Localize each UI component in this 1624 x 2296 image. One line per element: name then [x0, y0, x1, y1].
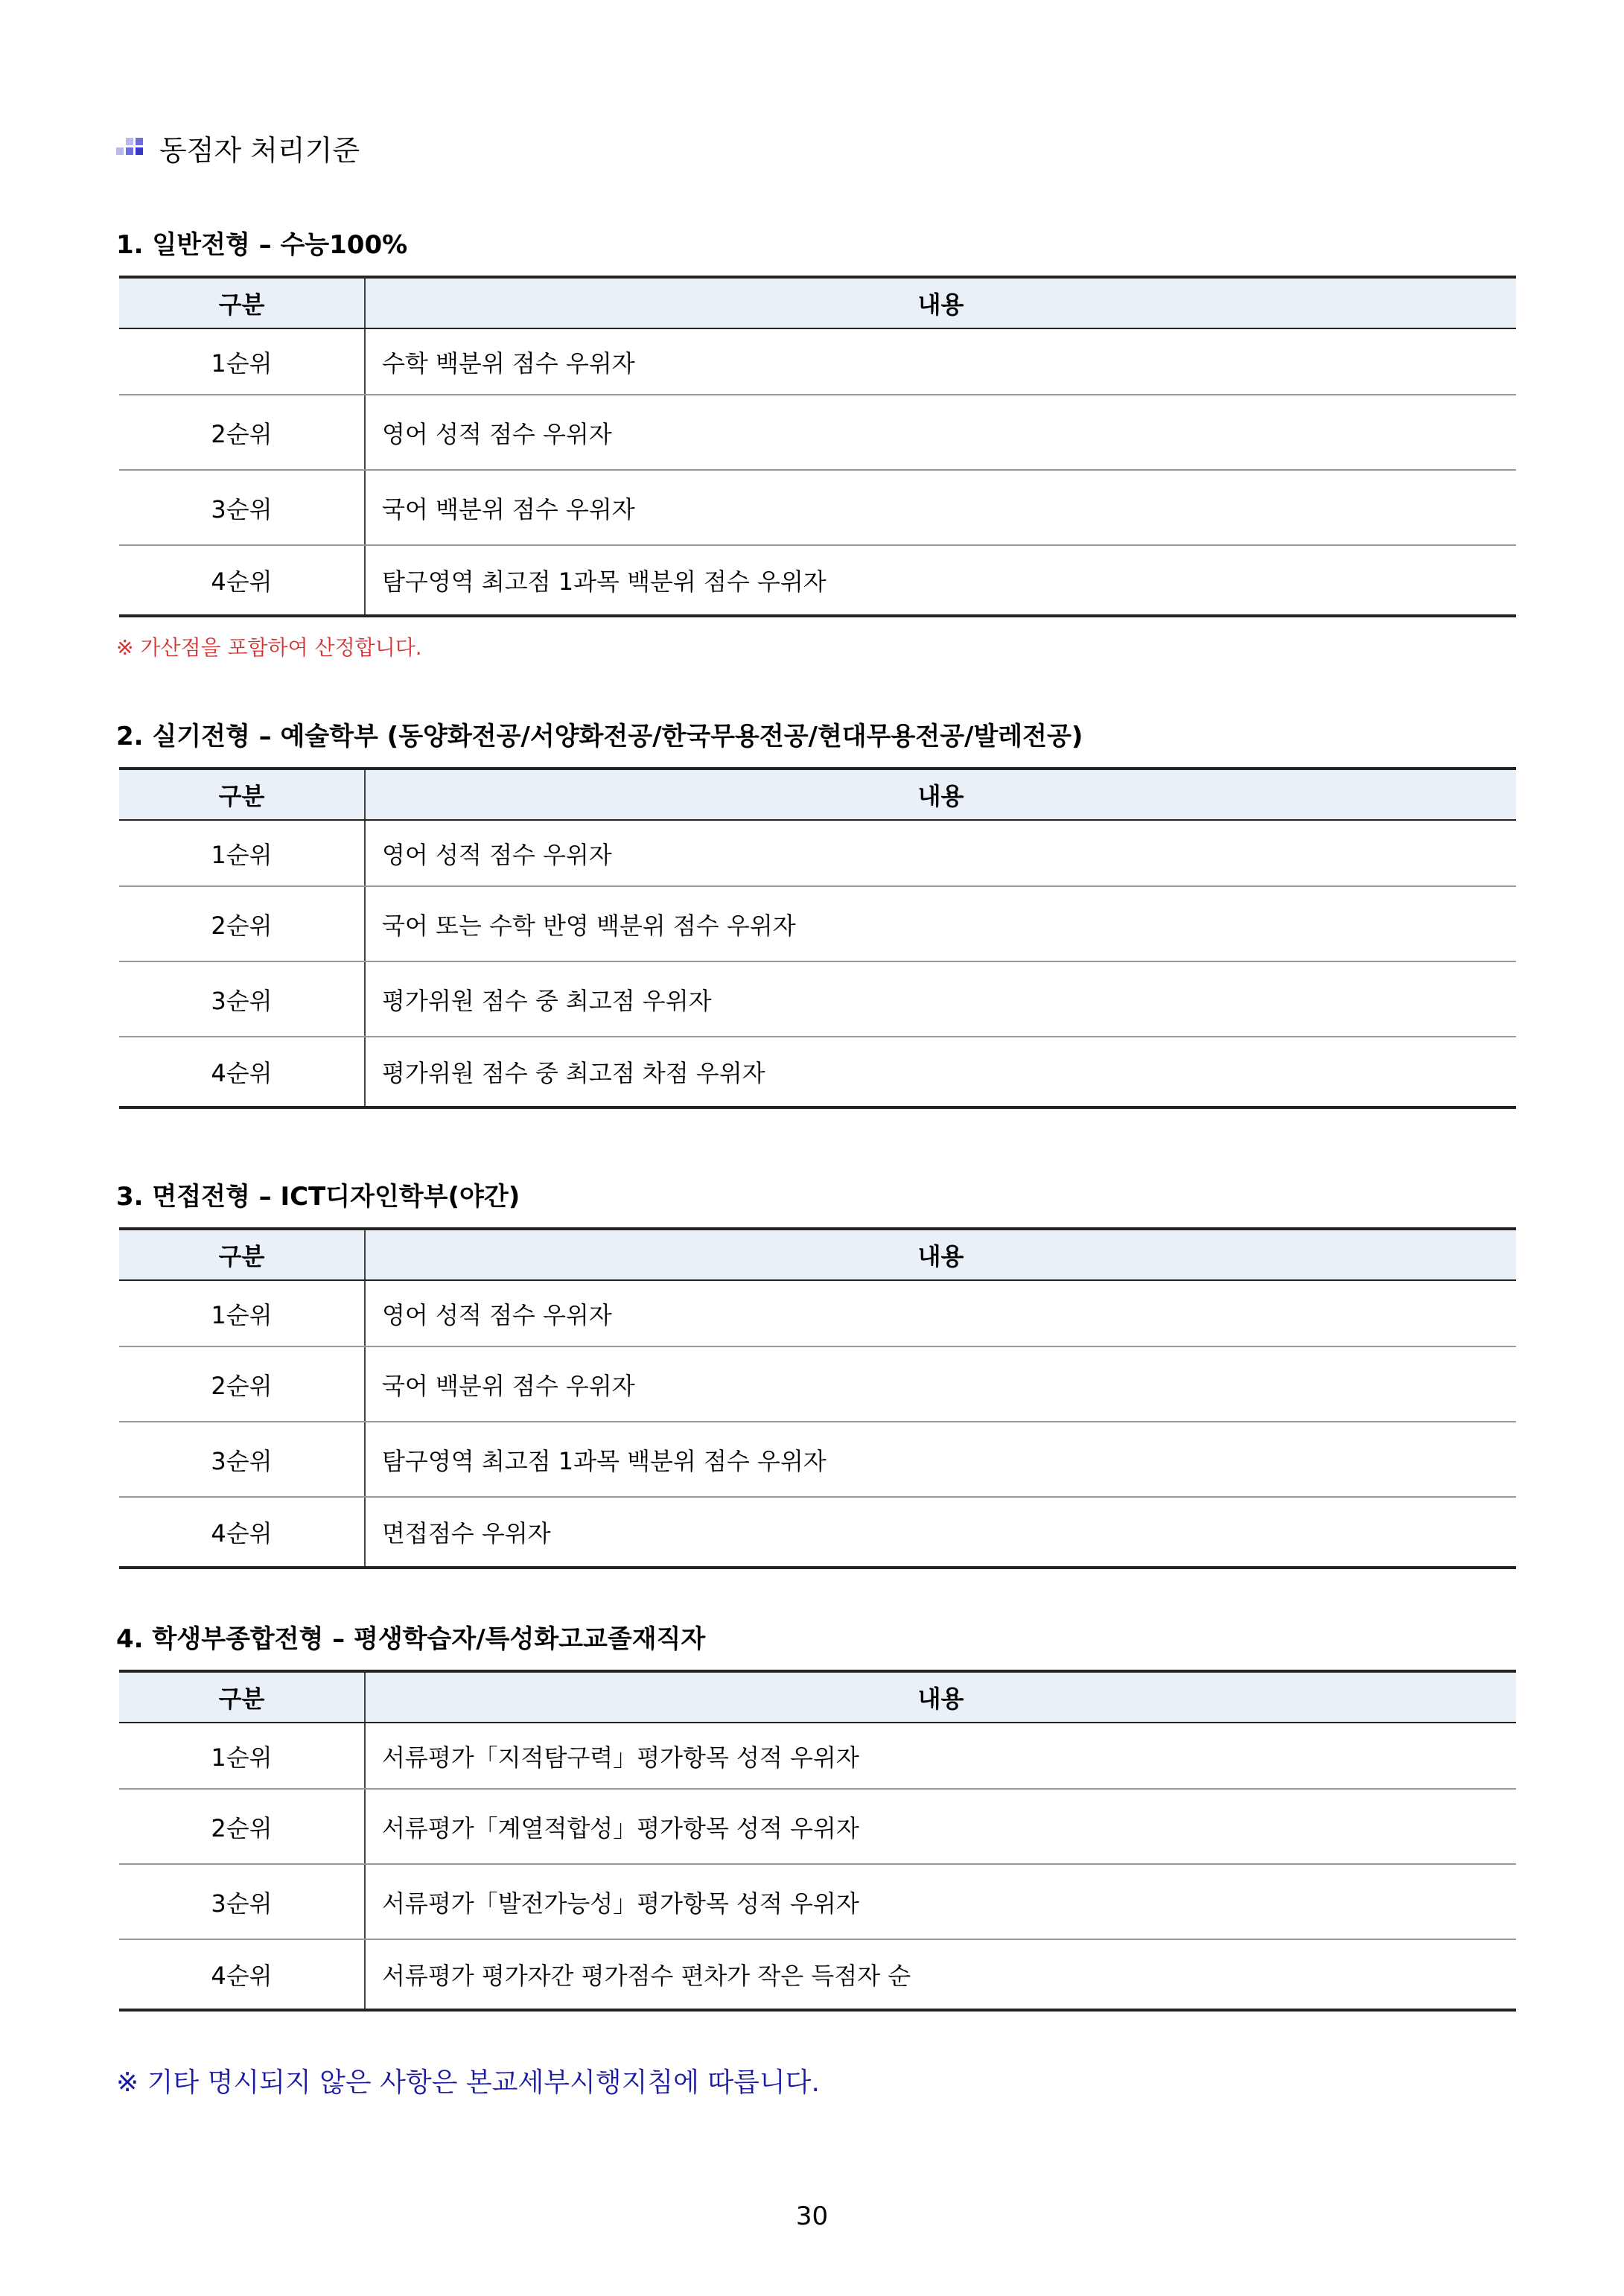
- content-cell: 탐구영역 최고점 1과목 백분위 점수 우위자: [365, 1422, 1516, 1497]
- rank-cell: 1순위: [119, 1280, 365, 1346]
- table-row: [119, 1939, 1516, 2010]
- table-row: [119, 1280, 1516, 1346]
- header-content: 내용: [365, 769, 1516, 820]
- criteria-table-4: [119, 1670, 1516, 2012]
- table-row: [119, 1723, 1516, 1789]
- table-header-row: [119, 277, 1516, 328]
- content-cell: 면접점수 우위자: [365, 1497, 1516, 1568]
- section-title-3: 3. 면접전형 – ICT디자인학부(야간): [116, 1181, 520, 1212]
- section-title-4: 4. 학생부종합전형 – 평생학습자/특성화고교졸재직자: [116, 1624, 706, 1654]
- table-header-row: [119, 769, 1516, 820]
- rank-cell: 2순위: [119, 886, 365, 961]
- rank-cell: 4순위: [119, 1497, 365, 1568]
- criteria-table-1: [119, 276, 1516, 617]
- content-cell: 수학 백분위 점수 우위자: [365, 328, 1516, 395]
- content-cell: 국어 또는 수학 반영 백분위 점수 우위자: [365, 886, 1516, 961]
- rank-cell: 4순위: [119, 1939, 365, 2010]
- square-bullet-icon: [116, 136, 146, 159]
- rank-cell: 3순위: [119, 1422, 365, 1497]
- rank-cell: 2순위: [119, 1346, 365, 1422]
- table-row: [119, 470, 1516, 545]
- table-row: [119, 1346, 1516, 1422]
- table-header-row: [119, 1229, 1516, 1280]
- table-row: [119, 1789, 1516, 1864]
- table-row: [119, 545, 1516, 616]
- table-row: [119, 1497, 1516, 1568]
- criteria-table-3: [119, 1227, 1516, 1569]
- section-title-1: 1. 일반전형 – 수능100%: [116, 229, 408, 260]
- content-cell: 서류평가 평가자간 평가점수 편차가 작은 득점자 순: [365, 1939, 1516, 2010]
- rank-cell: 3순위: [119, 1864, 365, 1939]
- header-category: 구분: [119, 769, 365, 820]
- rank-cell: 2순위: [119, 395, 365, 470]
- header-content: 내용: [365, 1229, 1516, 1280]
- content-cell: 탐구영역 최고점 1과목 백분위 점수 우위자: [365, 545, 1516, 616]
- table-row: [119, 1864, 1516, 1939]
- table-row: [119, 1037, 1516, 1107]
- table-row: [119, 886, 1516, 961]
- footer-note: ※ 기타 명시되지 않은 사항은 본교세부시행지침에 따릅니다.: [116, 2067, 820, 2098]
- header-category: 구분: [119, 277, 365, 328]
- rank-cell: 4순위: [119, 1037, 365, 1107]
- rank-cell: 1순위: [119, 820, 365, 886]
- table-header-row: [119, 1671, 1516, 1723]
- rank-cell: 3순위: [119, 961, 365, 1037]
- content-cell: 국어 백분위 점수 우위자: [365, 1346, 1516, 1422]
- content-cell: 국어 백분위 점수 우위자: [365, 470, 1516, 545]
- section-title-2: 2. 실기전형 – 예술학부 (동양화전공/서양화전공/한국무용전공/현대무용전공/발레전공): [116, 721, 1083, 751]
- content-cell: 영어 성적 점수 우위자: [365, 820, 1516, 886]
- content-cell: 영어 성적 점수 우위자: [365, 395, 1516, 470]
- header-content: 내용: [365, 1671, 1516, 1723]
- rank-cell: 1순위: [119, 1723, 365, 1789]
- content-cell: 서류평가「지적탐구력」평가항목 성적 우위자: [365, 1723, 1516, 1789]
- note-bonus-points: ※ 가산점을 포함하여 산정합니다.: [116, 635, 422, 660]
- header-content: 내용: [365, 277, 1516, 328]
- page-heading-text: 동점자 처리기준: [159, 133, 360, 167]
- rank-cell: 2순위: [119, 1789, 365, 1864]
- page-heading: [116, 125, 360, 170]
- content-cell: 평가위원 점수 중 최고점 우위자: [365, 961, 1516, 1037]
- header-category: 구분: [119, 1671, 365, 1723]
- table-row: [119, 1422, 1516, 1497]
- table-row: [119, 961, 1516, 1037]
- content-cell: 영어 성적 점수 우위자: [365, 1280, 1516, 1346]
- criteria-table-2: [119, 767, 1516, 1109]
- table-row: [119, 328, 1516, 395]
- page-number: 30: [795, 2201, 829, 2231]
- table-row: [119, 395, 1516, 470]
- content-cell: 서류평가「발전가능성」평가항목 성적 우위자: [365, 1864, 1516, 1939]
- rank-cell: 3순위: [119, 470, 365, 545]
- content-cell: 평가위원 점수 중 최고점 차점 우위자: [365, 1037, 1516, 1107]
- rank-cell: 4순위: [119, 545, 365, 616]
- content-cell: 서류평가「계열적합성」평가항목 성적 우위자: [365, 1789, 1516, 1864]
- table-row: [119, 820, 1516, 886]
- rank-cell: 1순위: [119, 328, 365, 395]
- header-category: 구분: [119, 1229, 365, 1280]
